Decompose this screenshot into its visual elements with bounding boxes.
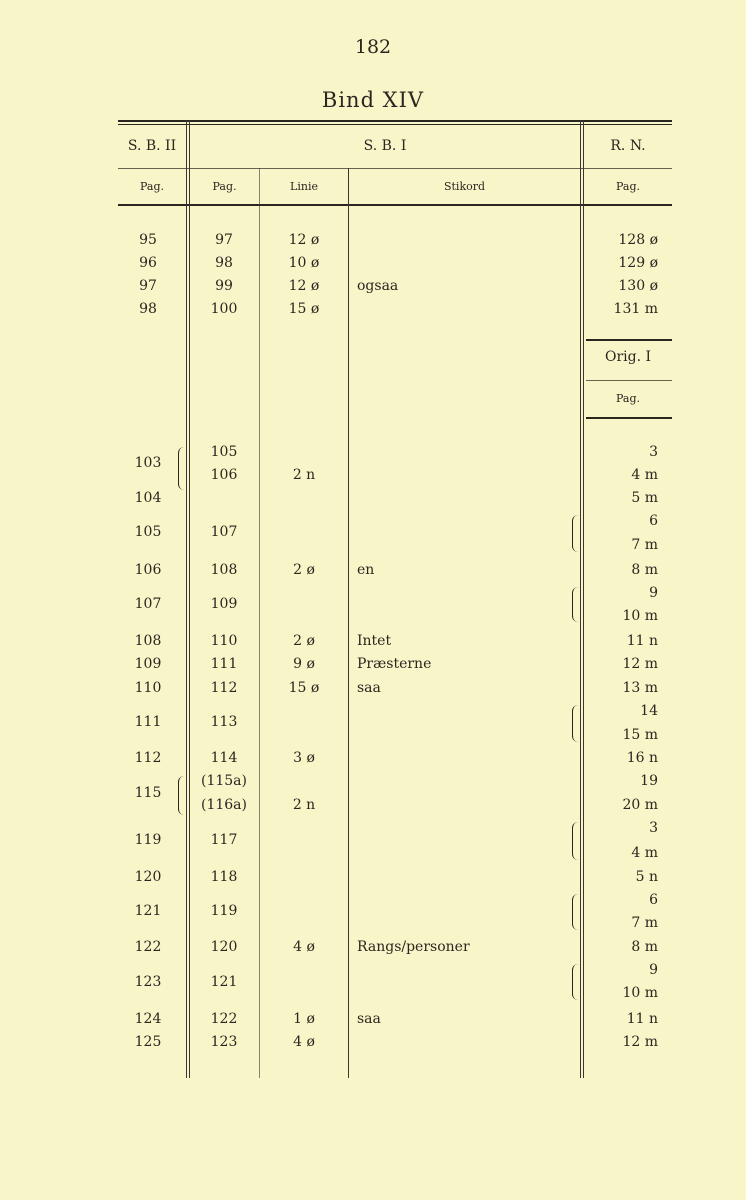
brace-icon [572,894,581,930]
column-rule [348,168,349,1078]
right-pag-cell: 15 m [622,727,658,743]
right-pag-cell: 11 n [626,1011,658,1027]
sb1-pag-cell: 110 [210,633,238,649]
column-rule [259,168,260,1078]
header-sb1: S. B. I [363,138,407,154]
linie-cell: 15 ø [288,680,320,696]
sb1-pag-cell: 118 [210,869,238,885]
right-pag-cell: 6 [649,513,658,529]
sb2-pag-cell: 96 [139,255,157,271]
sb1-pag-cell: 97 [215,232,233,248]
linie-cell: 2 ø [293,633,315,649]
sb1-pag-cell: 106 [210,467,238,483]
right-pag-cell: 5 m [631,490,658,506]
right-pag-cell: 129 ø [618,255,658,271]
header-orig-pag: Pag. [615,392,640,405]
sb1-pag-cell: 100 [210,301,238,317]
sb2-pag-cell: 122 [134,939,162,955]
page-title: Bind XIV [321,88,425,112]
right-pag-cell: 10 m [622,985,658,1001]
sb2-pag-cell: 95 [139,232,157,248]
linie-cell: 2 n [292,797,316,813]
brace-icon [572,587,581,622]
sb2-pag-cell: 104 [134,490,162,506]
sb1-pag-cell: 123 [210,1034,238,1050]
linie-cell: 4 ø [293,939,315,955]
table-top-rule-thin [118,124,672,125]
brace-icon [572,515,581,552]
linie-cell: 2 ø [293,562,315,578]
sb1-pag-cell: 112 [210,680,238,696]
sb2-pag-cell: 115 [134,785,162,801]
sb2-pag-cell: 98 [139,301,157,317]
header-stikord: Stikord [443,180,486,193]
page-number: 182 [354,36,392,58]
orig-top-rule [586,339,672,341]
linie-cell: 15 ø [288,301,320,317]
stikord-cell: Rangs/personer [357,939,470,955]
stikord-cell: saa [357,1011,381,1027]
stikord-cell: en [357,562,375,578]
right-pag-cell: 128 ø [618,232,658,248]
sb1-pag-cell: (116a) [201,797,247,813]
sb1-pag-cell: 98 [215,255,233,271]
right-pag-cell: 3 [649,444,658,460]
sb2-pag-cell: 112 [134,750,162,766]
right-pag-cell: 11 n [626,633,658,649]
right-pag-cell: 130 ø [618,278,658,294]
column-rule [186,120,187,1078]
orig-bottom-rule [586,417,672,419]
sb2-pag-cell: 106 [134,562,162,578]
right-pag-cell: 4 m [631,845,658,861]
right-pag-cell: 7 m [631,537,658,553]
right-pag-cell: 16 n [626,750,658,766]
sb2-pag-cell: 108 [134,633,162,649]
right-pag-cell: 9 [649,962,658,978]
linie-cell: 12 ø [288,232,320,248]
sb1-pag-cell: 120 [210,939,238,955]
header-rn-pag: Pag. [615,180,640,193]
sb1-pag-cell: 107 [210,524,238,540]
header-sb2-pag: Pag. [139,180,164,193]
sb2-pag-cell: 124 [134,1011,162,1027]
header-orig: Orig. I [604,349,652,365]
sb1-pag-cell: 111 [210,656,238,672]
right-pag-cell: 8 m [631,562,658,578]
right-pag-cell: 5 n [635,869,658,885]
header-sb1-pag: Pag. [212,180,237,193]
sb2-pag-cell: 109 [134,656,162,672]
right-pag-cell: 8 m [631,939,658,955]
sb2-pag-cell: 119 [134,832,162,848]
right-pag-cell: 131 m [613,301,658,317]
brace-icon [178,447,187,490]
linie-cell: 3 ø [293,750,315,766]
right-pag-cell: 10 m [622,608,658,624]
right-pag-cell: 12 m [622,656,658,672]
sb1-pag-cell: (115a) [201,773,247,789]
sb1-pag-cell: 122 [210,1011,238,1027]
right-pag-cell: 9 [649,585,658,601]
right-pag-cell: 19 [640,773,658,789]
right-pag-cell: 13 m [622,680,658,696]
stikord-cell: Intet [357,633,392,649]
sb2-pag-cell: 105 [134,524,162,540]
sb1-pag-cell: 114 [210,750,238,766]
sb1-pag-cell: 108 [210,562,238,578]
right-pag-cell: 4 m [631,467,658,483]
header-bottom-rule [118,204,672,206]
linie-cell: 4 ø [293,1034,315,1050]
sb2-pag-cell: 111 [134,714,162,730]
sb2-pag-cell: 125 [134,1034,162,1050]
table-top-rule [118,120,672,122]
right-pag-cell: 14 [640,703,658,719]
stikord-cell: ogsaa [357,278,399,294]
brace-icon [572,705,581,742]
header-rn: R. N. [610,138,646,154]
header-sb2: S. B. II [127,138,177,154]
sb1-pag-cell: 117 [210,832,238,848]
header-divider [118,168,672,169]
header-linie: Linie [290,180,318,193]
right-pag-cell: 7 m [631,915,658,931]
brace-icon [178,776,187,815]
linie-cell: 2 n [292,467,316,483]
sb2-pag-cell: 103 [134,455,162,471]
sb1-pag-cell: 121 [210,974,238,990]
stikord-cell: saa [357,680,381,696]
sb2-pag-cell: 120 [134,869,162,885]
right-pag-cell: 20 m [622,797,658,813]
orig-divider [586,380,672,381]
linie-cell: 1 ø [293,1011,315,1027]
brace-icon [572,822,581,860]
sb1-pag-cell: 119 [210,903,238,919]
sb2-pag-cell: 107 [134,596,162,612]
sb2-pag-cell: 110 [134,680,162,696]
linie-cell: 10 ø [288,255,320,271]
stikord-cell: Præsterne [357,656,432,672]
right-pag-cell: 6 [649,892,658,908]
right-pag-cell: 12 m [622,1034,658,1050]
sb1-pag-cell: 105 [210,444,238,460]
sb2-pag-cell: 97 [139,278,157,294]
sb1-pag-cell: 109 [210,596,238,612]
sb1-pag-cell: 113 [210,714,238,730]
brace-icon [572,964,581,1000]
sb1-pag-cell: 99 [215,278,233,294]
column-rule [583,120,584,1078]
linie-cell: 12 ø [288,278,320,294]
right-pag-cell: 3 [649,820,658,836]
sb2-pag-cell: 123 [134,974,162,990]
linie-cell: 9 ø [293,656,315,672]
sb2-pag-cell: 121 [134,903,162,919]
